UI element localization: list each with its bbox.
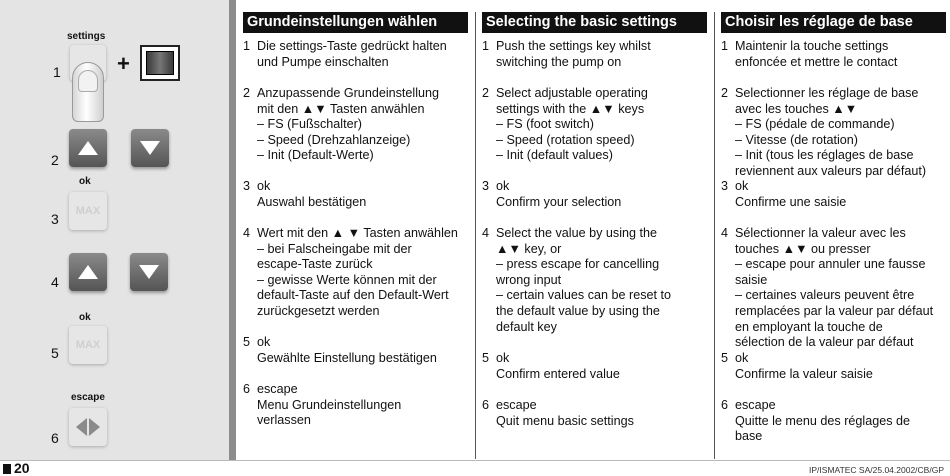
plus-sign: +: [117, 51, 130, 76]
footer-rule: [0, 460, 950, 461]
arrow-down-key-icon: [130, 253, 168, 291]
step-number-4: 4: [51, 274, 59, 290]
step-number-6: 6: [51, 430, 59, 446]
panel-divider: [229, 0, 236, 460]
step-number-1: 1: [53, 64, 61, 80]
arrow-down-key-icon: [131, 129, 169, 167]
column-header-english: Selecting the basic settings: [482, 12, 707, 33]
finger-nail-icon: [78, 70, 98, 92]
column-separator: [475, 12, 476, 459]
arrow-up-key-icon: [69, 253, 107, 291]
step-number-5: 5: [51, 345, 59, 361]
column-english: Selecting the basic settings 1 Push the settings key whilst switching the pump on 2 Select adjustable operating settings with the ▲▼ keys – FS (foot switch) – Speed (rotation speed) – Init (default values) 3 ok Confirm your selection 4 Select the value by using the ▲▼ key, or – press escape for cancelling wrong input – certain values can be reset to the default value by using the default key 5 ok Confirm entered value 6 escape Quit menu basic settings: [482, 12, 707, 39]
step-number-3: 3: [51, 211, 59, 227]
ok-key-label: ok: [79, 176, 91, 187]
document-reference: IP/ISMATEC SA/25.04.2002/CB/GP: [809, 465, 944, 475]
column-french: Choisir les réglage de base 1 Maintenir la touche settings enfoncée et mettre le contact 2 Selectionner les réglage de base avec les touches ▲▼ – FS (pédale de commande) – Vitesse (de rotation) – Init (tous les réglages de base reviennent aux valeurs par défaut) 3 ok Confirme une saisie 4 Sélectionner la valeur avec les touches ▲▼ ou presser – escape pour annuler une fausse saisie – certaines valeurs peuvent être remplacées par la valeur par défaut en employant la touche de sélection de la valeur par défaut 5 ok Confirme la valeur saisie 6 escape Quitte le menu des réglages de base: [721, 12, 946, 39]
step-number-2: 2: [51, 152, 59, 168]
settings-key-label: settings: [67, 31, 106, 42]
column-header-german: Grundeinstellungen wählen: [243, 12, 468, 33]
column-german: Grundeinstellungen wählen 1 Die settings-Taste gedrückt halten und Pumpe einschalten 2 Anzupassende Grundeinstellung mit den ▲▼ Tasten anwählen – FS (Fußschalter) – Speed (Drehzahlanzeige) – Init (Default-Werte) 3 ok Auswahl bestätigen 4 Wert mit den ▲ ▼ Tasten anwählen – bei Falscheingabe mit der escape-Taste zurück – gewisse Werte können mit der default-Taste auf den Default-Wert zurückgesetzt werden 5 ok Gewählte Einstellung bestätigen 6 escape Menu Grundeinstellungen verlassen: [243, 12, 468, 39]
max-key: MAX: [69, 326, 107, 364]
ok-key-label: ok: [79, 312, 91, 323]
arrow-up-key-icon: [69, 129, 107, 167]
left-right-arrows-icon: [69, 408, 107, 446]
key-illustration-panel: [0, 0, 229, 460]
column-header-french: Choisir les réglage de base: [721, 12, 946, 33]
page-number: 20: [14, 460, 30, 476]
escape-key-label: escape: [71, 392, 105, 403]
power-switch-icon: [140, 45, 180, 81]
max-key: MAX: [69, 192, 107, 230]
column-separator: [714, 12, 715, 459]
